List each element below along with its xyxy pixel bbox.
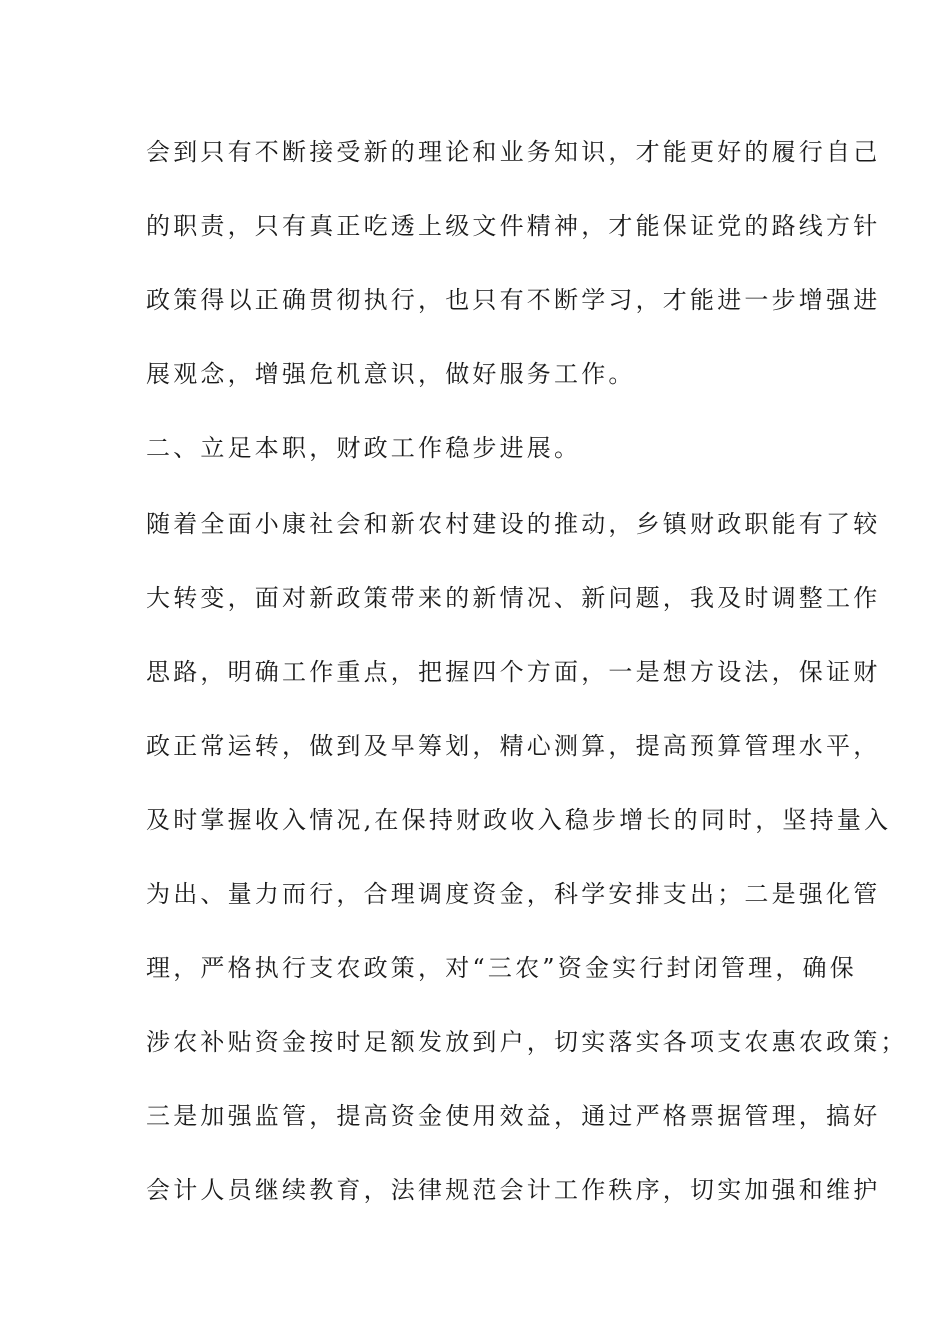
text-line: 及时掌握收入情况,在保持财政收入稳步增长的同时，坚持量入	[146, 806, 892, 834]
text-line: 的职责，只有真正吃透上级文件精神，才能保证党的路线方针	[146, 212, 881, 240]
text-line: 会到只有不断接受新的理论和业务知识，才能更好的履行自己	[146, 138, 881, 166]
text-line: 大转变，面对新政策带来的新情况、新问题，我及时调整工作	[146, 584, 881, 612]
section-heading: 二、立足本职，财政工作稳步进展。	[146, 434, 582, 462]
text-line: 展观念，增强危机意识，做好服务工作。	[146, 360, 636, 388]
text-line: 政策得以正确贯彻执行，也只有不断学习，才能进一步增强进	[146, 286, 881, 314]
text-line: 政正常运转，做到及早筹划，精心测算，提高预算管理水平，	[146, 732, 881, 760]
text-line: 会计人员继续教育，法律规范会计工作秩序，切实加强和维护	[146, 1176, 881, 1204]
text-line: 为出、量力而行，合理调度资金，科学安排支出；二是强化管	[146, 880, 881, 908]
text-line: 随着全面小康社会和新农村建设的推动，乡镇财政职能有了较	[146, 510, 881, 538]
text-line: 思路，明确工作重点，把握四个方面，一是想方设法，保证财	[146, 658, 881, 686]
text-line: 涉农补贴资金按时足额发放到户，切实落实各项支农惠农政策；	[146, 1028, 908, 1056]
text-line: 三是加强监管，提高资金使用效益，通过严格票据管理，搞好	[146, 1102, 881, 1130]
text-line: 理，严格执行支农政策，对“三农”资金实行封闭管理，确保	[146, 954, 857, 982]
